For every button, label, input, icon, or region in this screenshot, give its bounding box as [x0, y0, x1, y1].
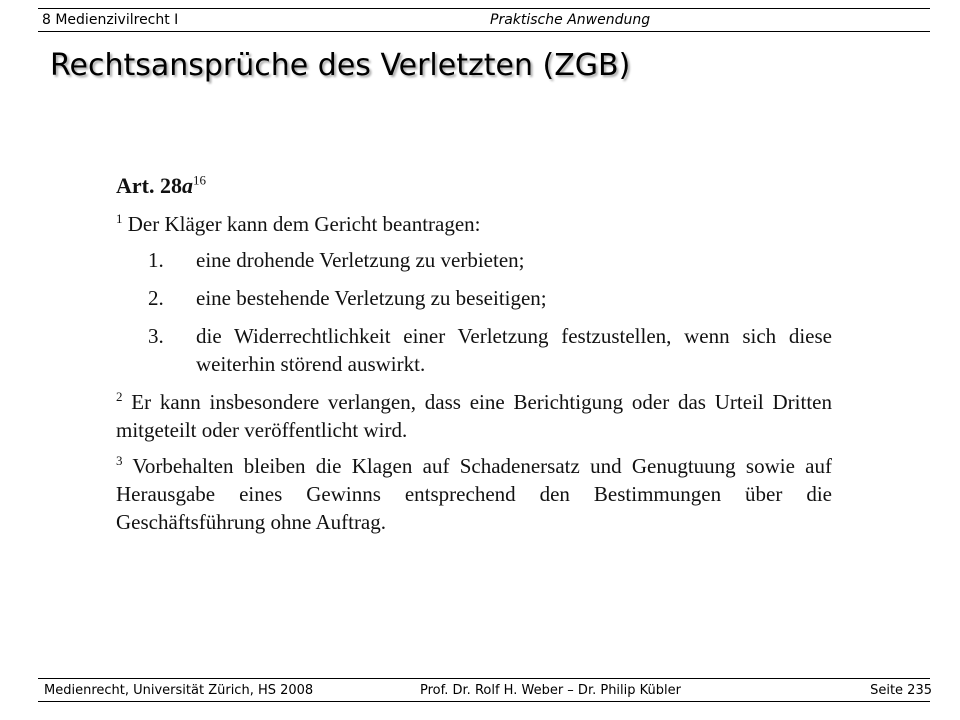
paragraph-text: Er kann insbesondere verlangen, dass eine Berichtigung oder das Urteil Dritten mitgeteilt oder veröffentlicht wird. — [116, 390, 832, 442]
header-section: Praktische Anwendung — [490, 12, 651, 28]
paragraph-text: Vorbehalten bleiben die Klagen auf Schadenersatz und Genugtuung sowie auf Herausgabe eines Gewinns entsprechend den Bestimmungen über die Geschäftsführung ohne Auftrag. — [116, 454, 832, 534]
paragraph-2 — [116, 388, 832, 444]
article-letter: a — [181, 173, 193, 198]
footer-course: Medienrecht, Universität Zürich, HS 2008 — [44, 683, 314, 698]
paragraph-text: Der Kläger kann dem Gericht beantragen: — [127, 212, 481, 236]
article-footnote: 16 — [192, 172, 206, 188]
header-chapter: 8 Medienzivilrecht I — [42, 12, 179, 28]
footer-authors: Prof. Dr. Rolf H. Weber – Dr. Philip Kübler — [420, 683, 681, 698]
footer-rule — [38, 678, 930, 679]
list-item-number: 1. — [148, 248, 164, 272]
footer-underline — [38, 701, 930, 702]
list-item-3 — [116, 322, 832, 378]
paragraph-3 — [116, 452, 832, 536]
title-block — [50, 48, 630, 83]
paragraph-number: 2 — [116, 389, 123, 404]
law-text-excerpt — [116, 172, 832, 544]
article-heading — [116, 172, 832, 200]
header-rule — [38, 8, 930, 9]
article-number: Art. 28 — [116, 173, 182, 198]
paragraph-number: 1 — [116, 211, 123, 226]
list-item-1 — [116, 246, 832, 274]
list-item-text: eine bestehende Verletzung zu beseitigen; — [196, 286, 547, 310]
paragraph-number: 3 — [116, 453, 123, 468]
list-item-number: 2. — [148, 286, 164, 310]
page-title: Rechtsansprüche des Verletzten (ZGB) — [50, 48, 631, 83]
list-item-number: 3. — [148, 324, 164, 348]
list-item-text: die Widerrechtlichkeit einer Verletzung festzustellen, wenn sich diese weiterhin störend auswirkt. — [196, 324, 832, 376]
list-item-text: eine drohende Verletzung zu verbieten; — [196, 248, 525, 272]
list-item-2 — [116, 284, 832, 312]
footer-page-number: Seite 235 — [870, 683, 932, 698]
header-underline — [38, 31, 930, 32]
paragraph-1 — [116, 210, 832, 238]
